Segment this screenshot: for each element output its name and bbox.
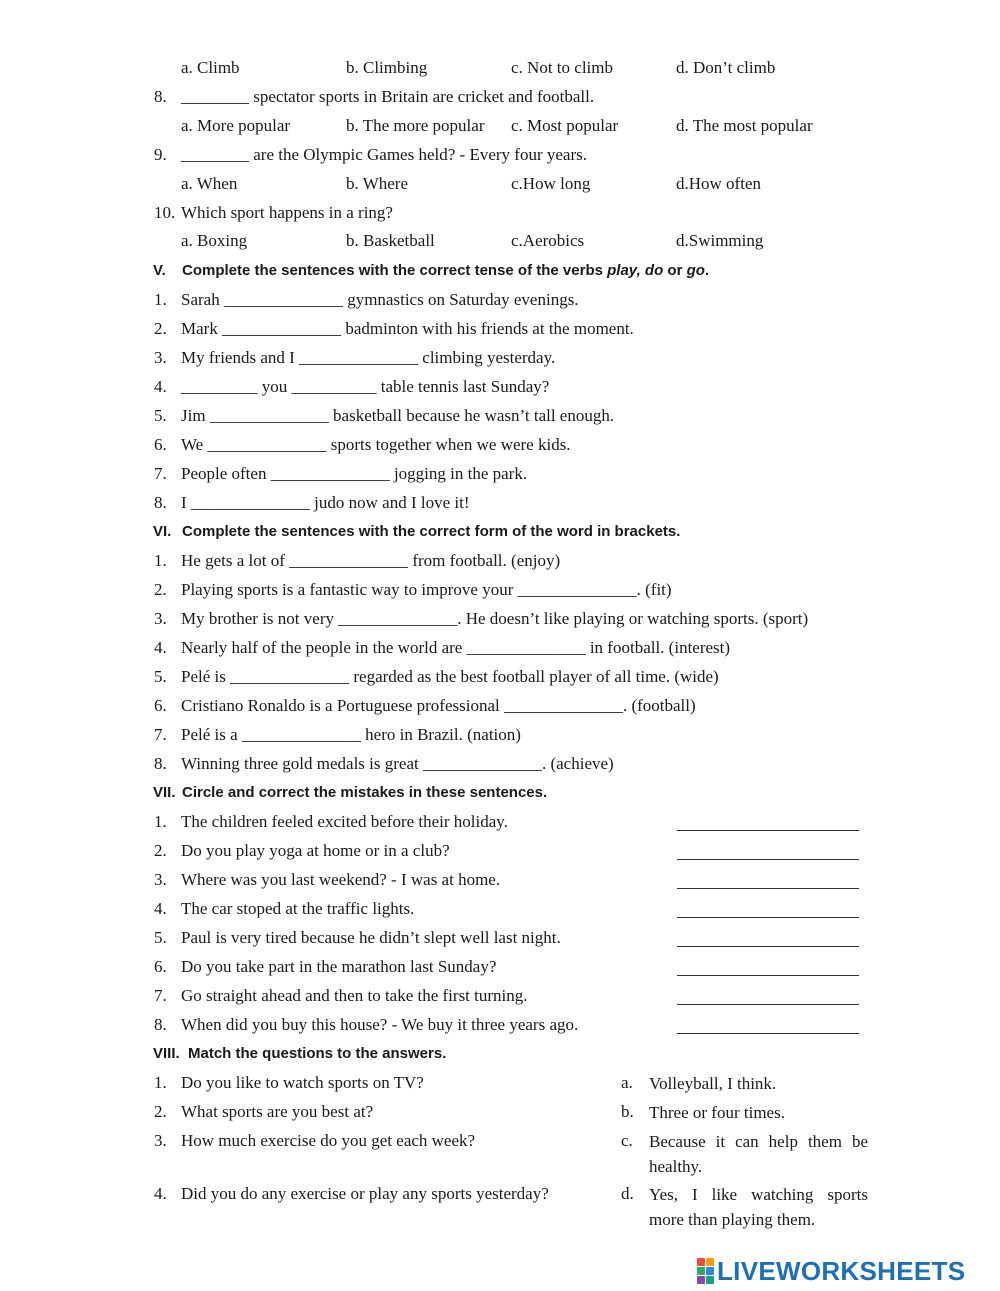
question-number: 8.	[154, 87, 167, 106]
logo-square	[697, 1267, 705, 1275]
answer-text: Three or four times.	[649, 1103, 785, 1122]
option-c: c.Aerobics	[511, 231, 585, 250]
logo-square	[706, 1267, 714, 1275]
question-text: Which sport happens in a ring?	[181, 203, 393, 222]
option-d: d.Swimming	[676, 231, 764, 250]
question-text: Did you do any exercise or play any sports yesterday?	[181, 1184, 549, 1203]
item-number: 7.	[154, 725, 167, 744]
option-d: d. The most popular	[676, 116, 813, 135]
option-b: b. The more popular	[346, 116, 485, 135]
answer-letter: b.	[621, 1102, 634, 1121]
sentence: Mark ______________ badminton with his friends at the moment.	[181, 319, 634, 338]
logo-square	[706, 1258, 714, 1266]
answer-text: Volleyball, I think.	[649, 1074, 777, 1093]
liveworksheets-logo	[697, 1256, 965, 1286]
sentence: When did you buy this house? - We buy it three years ago.	[181, 1015, 579, 1034]
sentence: Paul is very tired because he didn’t slept well last night.	[181, 928, 561, 947]
item-number: 2.	[154, 319, 167, 338]
sentence: Do you take part in the marathon last Sunday?	[181, 957, 497, 976]
logo-square	[697, 1258, 705, 1266]
sentence: Pelé is a ______________ hero in Brazil. (nation)	[181, 725, 521, 744]
sentence: Go straight ahead and then to take the first turning.	[181, 986, 528, 1005]
logo-text: LIVEWORKSHEETS	[717, 1256, 966, 1286]
section-number: VIII.	[153, 1045, 180, 1062]
item-number: 2.	[154, 580, 167, 599]
item-number: 3.	[154, 348, 167, 367]
option-b: b. Where	[346, 174, 408, 193]
option-a: a. More popular	[181, 116, 291, 135]
section-number: V.	[153, 262, 166, 279]
question-number: 1.	[154, 1073, 167, 1092]
question-number: 10.	[154, 203, 176, 222]
sentence: Nearly half of the people in the world are ______________ in football. (interest)	[181, 638, 731, 657]
answer-blank[interactable]	[677, 946, 859, 947]
section-vi-heading: VI. Complete the sentences with the correct form of the word in brackets.	[153, 523, 681, 540]
question-text: What sports are you best at?	[181, 1102, 374, 1121]
sentence: I ______________ judo now and I love it!	[181, 493, 470, 512]
sentence: _________ you __________ table tennis last Sunday?	[181, 377, 550, 396]
sentence: My brother is not very ______________. He doesn’t like playing or watching sports. (sport)	[181, 609, 809, 628]
section-vii-heading: VII. Circle and correct the mistakes in these sentences.	[153, 784, 548, 801]
item-number: 8.	[154, 1015, 167, 1034]
section-v-heading: V. Complete the sentences with the correct tense of the verbs play, do or go.	[153, 262, 710, 279]
question-number: 2.	[154, 1102, 167, 1121]
sentence: Pelé is ______________ regarded as the best football player of all time. (wide)	[181, 667, 719, 686]
answer-letter: a.	[621, 1073, 633, 1092]
logo-icon	[697, 1258, 714, 1284]
item-number: 1.	[154, 290, 167, 309]
item-number: 6.	[154, 696, 167, 715]
option-a: a. Boxing	[181, 231, 248, 250]
item-number: 8.	[154, 493, 167, 512]
sentence: Playing sports is a fantastic way to improve your ______________. (fit)	[181, 580, 672, 599]
sentence: The children feeled excited before their holiday.	[181, 812, 508, 831]
section-viii-heading: VIII. Match the questions to the answers.	[153, 1045, 447, 1062]
item-number: 2.	[154, 841, 167, 860]
sentence: Jim ______________ basketball because he wasn’t tall enough.	[181, 406, 615, 425]
logo-square	[697, 1276, 705, 1284]
item-number: 1.	[154, 812, 167, 831]
answer-blank[interactable]	[677, 888, 859, 889]
item-number: 4.	[154, 638, 167, 657]
item-number: 4.	[154, 377, 167, 396]
sentence: Where was you last weekend? - I was at home.	[181, 870, 501, 889]
sentence: Sarah ______________ gymnastics on Saturday evenings.	[181, 290, 579, 309]
option-c: c. Most popular	[511, 116, 619, 135]
item-number: 5.	[154, 928, 167, 947]
option-c: c.How long	[511, 174, 591, 193]
sentence: People often ______________ jogging in the park.	[181, 464, 528, 483]
item-number: 3.	[154, 609, 167, 628]
sentence: The car stoped at the traffic lights.	[181, 899, 415, 918]
q7-option-a: a. Climb	[181, 58, 240, 77]
answer-blank[interactable]	[677, 975, 859, 976]
sentence: We ______________ sports together when we were kids.	[181, 435, 571, 454]
item-number: 7.	[154, 464, 167, 483]
section-number: VI.	[153, 523, 172, 540]
answer-blank[interactable]	[677, 830, 859, 831]
item-number: 5.	[154, 667, 167, 686]
option-d: d.How often	[676, 174, 761, 193]
q7-option-b: b. Climbing	[346, 58, 428, 77]
q7-option-d: d. Don’t climb	[676, 58, 776, 77]
question-number: 4.	[154, 1184, 167, 1203]
item-number: 4.	[154, 899, 167, 918]
question-text: ________ spectator sports in Britain are cricket and football.	[181, 87, 595, 106]
item-number: 6.	[154, 957, 167, 976]
sentence: Do you play yoga at home or in a club?	[181, 841, 450, 860]
question-number: 3.	[154, 1131, 167, 1150]
answer-letter: d.	[621, 1184, 634, 1203]
answer-blank[interactable]	[677, 1033, 859, 1034]
answer-blank[interactable]	[677, 1004, 859, 1005]
item-number: 3.	[154, 870, 167, 889]
item-number: 1.	[154, 551, 167, 570]
answer-blank[interactable]	[677, 917, 859, 918]
answer-text: Because it can help them be healthy.	[649, 1132, 868, 1176]
option-b: b. Basketball	[346, 231, 435, 250]
answer-blank[interactable]	[677, 859, 859, 860]
question-text: Do you like to watch sports on TV?	[181, 1073, 424, 1092]
logo-square	[706, 1276, 714, 1284]
sentence: He gets a lot of ______________ from football. (enjoy)	[181, 551, 561, 570]
sentence: Cristiano Ronaldo is a Portuguese professional ______________. (football)	[181, 696, 696, 715]
item-number: 6.	[154, 435, 167, 454]
answer-letter: c.	[621, 1131, 633, 1150]
item-number: 7.	[154, 986, 167, 1005]
sentence: My friends and I ______________ climbing yesterday.	[181, 348, 556, 367]
option-a: a. When	[181, 174, 238, 193]
answer-text: Yes, I like watching sports more than playing them.	[649, 1185, 868, 1229]
q7-option-c: c. Not to climb	[511, 58, 613, 77]
question-text: ________ are the Olympic Games held? - Every four years.	[181, 145, 587, 164]
sentence: Winning three gold medals is great ______________. (achieve)	[181, 754, 614, 773]
question-number: 9.	[154, 145, 167, 164]
item-number: 5.	[154, 406, 167, 425]
item-number: 8.	[154, 754, 167, 773]
question-text: How much exercise do you get each week?	[181, 1131, 476, 1150]
section-number: VII.	[153, 784, 176, 801]
